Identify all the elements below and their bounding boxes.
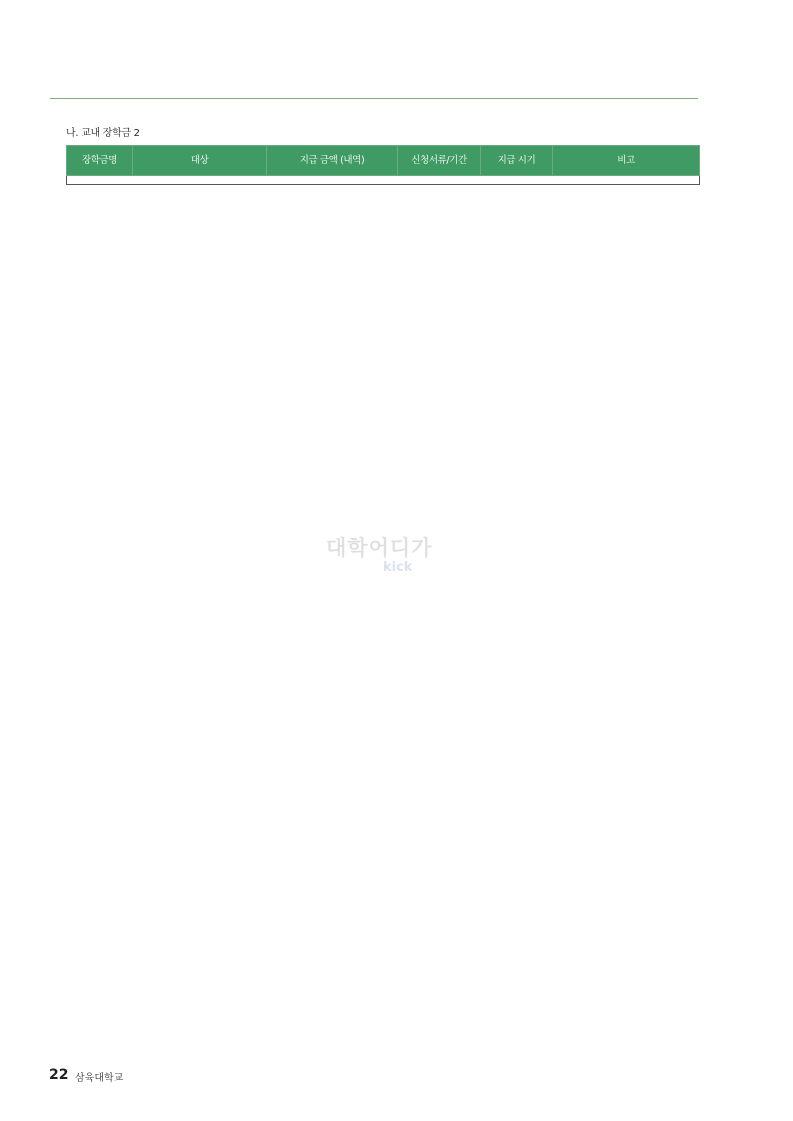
watermark: 대학어디가 <box>326 536 433 560</box>
table-header-row <box>67 146 700 176</box>
header-amount: 지급 금액 (내역) <box>267 146 398 176</box>
header-remarks: 비고 <box>553 146 700 176</box>
header-timing: 지급 시기 <box>481 146 553 176</box>
header-documents: 신청서류/기간 <box>398 146 481 176</box>
header-name: 장학금명 <box>67 146 133 176</box>
header-target: 대상 <box>133 146 267 176</box>
page-number: 22 <box>49 1067 69 1083</box>
school-name: 삼육대학교 <box>75 1073 124 1084</box>
watermark-small: kick <box>383 560 413 575</box>
scholarship-table <box>66 145 700 185</box>
section-title: 나. 교내 장학금 2 <box>66 128 140 139</box>
table-body <box>67 176 700 185</box>
top-rule <box>50 98 698 99</box>
